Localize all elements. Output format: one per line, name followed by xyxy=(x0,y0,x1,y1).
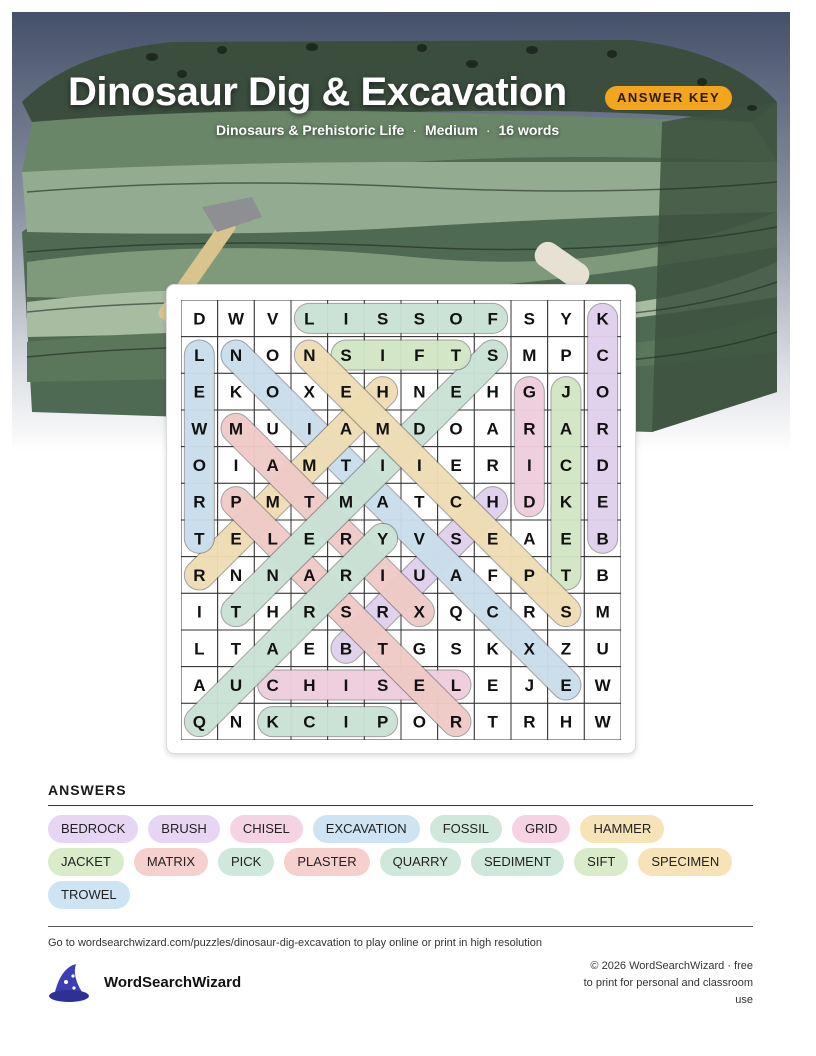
answer-chip-pick: PICK xyxy=(218,848,274,876)
grid-letter: U xyxy=(229,676,243,695)
grid-letter: I xyxy=(343,712,349,732)
grid-letter: L xyxy=(304,309,315,329)
grid-letter: G xyxy=(412,639,426,659)
grid-letter: F xyxy=(414,346,425,365)
grid-letter: S xyxy=(486,346,499,365)
grid-letter: M xyxy=(595,602,610,622)
grid-letter: W xyxy=(227,309,245,329)
answer-chip-matrix: MATRIX xyxy=(134,848,208,876)
answer-chip-fossil: FOSSIL xyxy=(430,815,502,843)
grid-letter: D xyxy=(596,456,609,475)
meta-separator: · xyxy=(485,122,491,138)
grid-letter: A xyxy=(559,419,573,439)
grid-letter: H xyxy=(486,492,499,512)
grid-letter: C xyxy=(596,346,609,365)
page-title: Dinosaur Dig & Excavation xyxy=(68,70,567,114)
grid-letter: S xyxy=(450,639,462,659)
grid-letter: V xyxy=(413,529,426,549)
grid-letter: R xyxy=(596,419,609,439)
grid-letter: M xyxy=(375,419,390,439)
grid-letter: U xyxy=(413,566,426,585)
grid-letter: V xyxy=(266,309,279,329)
answers-heading: ANSWERS xyxy=(48,782,127,798)
grid-letter: I xyxy=(343,309,349,329)
grid-letter: A xyxy=(339,419,353,439)
grid-letter: M xyxy=(265,492,280,512)
grid-letter: S xyxy=(376,676,389,695)
grid-letter: S xyxy=(340,602,352,622)
grid-letter: L xyxy=(267,529,278,549)
grid-letter: C xyxy=(449,492,463,512)
grid-letter: R xyxy=(303,602,316,622)
grid-letter: P xyxy=(230,492,242,512)
grid-letter: A xyxy=(266,456,279,475)
grid-letter: E xyxy=(340,382,352,402)
grid-letter: T xyxy=(450,346,462,365)
grid-letter: H xyxy=(376,382,389,402)
answer-key-badge: ANSWER KEY xyxy=(605,86,732,110)
grid-letter: P xyxy=(523,566,536,585)
grid-letter: E xyxy=(230,529,242,549)
answer-chip-sediment: SEDIMENT xyxy=(471,848,564,876)
grid-letter: U xyxy=(596,639,609,659)
answer-chip-plaster: PLASTER xyxy=(284,848,369,876)
grid-letter: P xyxy=(376,712,389,732)
grid-letter: X xyxy=(413,602,426,622)
grid-letter: K xyxy=(486,639,499,659)
grid-letter: T xyxy=(560,566,572,585)
grid-letter: T xyxy=(377,639,388,659)
grid-letter: Q xyxy=(449,602,463,622)
grid-letter: I xyxy=(380,346,386,365)
grid-letter: E xyxy=(193,382,206,402)
grid-letter: M xyxy=(522,346,537,365)
grid-letter: E xyxy=(413,676,426,695)
grid-letter: R xyxy=(193,566,206,585)
brand-name[interactable]: WordSearchWizard xyxy=(104,974,242,991)
grid-letter: C xyxy=(559,456,573,475)
grid-letter: K xyxy=(596,309,609,329)
grid-letter: E xyxy=(450,382,462,402)
grid-letter: I xyxy=(196,602,202,622)
grid-letter: S xyxy=(523,309,536,329)
grid-letter: O xyxy=(266,382,280,402)
grid-letter: T xyxy=(340,456,352,475)
grid-letter: R xyxy=(376,602,389,622)
divider xyxy=(48,926,753,927)
grid-letter: T xyxy=(230,639,242,659)
grid-letter: E xyxy=(303,639,316,659)
grid-letter: X xyxy=(303,382,316,402)
grid-letter: T xyxy=(414,492,425,512)
answer-chip-specimen: SPECIMEN xyxy=(638,848,732,876)
grid-letter: B xyxy=(339,639,353,659)
grid-letter: O xyxy=(596,382,610,402)
grid-letter: N xyxy=(229,346,243,365)
grid-letter: J xyxy=(561,382,571,402)
answer-chip-sift: SIFT xyxy=(574,848,628,876)
answer-chip-grid: GRID xyxy=(512,815,571,843)
grid-letter: C xyxy=(486,602,499,622)
grid-letter: E xyxy=(596,492,609,512)
grid-letter: E xyxy=(560,676,572,695)
grid-letter: L xyxy=(450,676,462,695)
grid-letter: F xyxy=(487,566,498,585)
grid-letter: K xyxy=(266,712,279,732)
grid-letter: I xyxy=(380,566,386,585)
grid-letter: X xyxy=(523,639,536,659)
grid-letter: A xyxy=(266,639,279,659)
grid-letter: T xyxy=(487,712,498,732)
grid-letter: W xyxy=(594,712,611,732)
word-search-grid[interactable] xyxy=(181,300,621,740)
grid-letter: I xyxy=(233,456,239,475)
grid-letter: W xyxy=(594,676,611,695)
grid-letter: R xyxy=(523,602,536,622)
answer-chip-excavation: EXCAVATION xyxy=(313,815,420,843)
grid-letter: A xyxy=(523,529,536,549)
grid-letter: R xyxy=(193,492,206,512)
grid-letter: S xyxy=(376,309,389,329)
grid-letter: S xyxy=(560,602,572,622)
grid-letter: I xyxy=(343,676,349,695)
grid-letter: O xyxy=(449,419,463,439)
answer-chip-chisel: CHISEL xyxy=(230,815,303,843)
grid-letter: I xyxy=(380,456,386,475)
grid-letter: C xyxy=(303,712,316,732)
answer-chip-hammer: HAMMER xyxy=(580,815,664,843)
grid-letter: R xyxy=(523,712,536,732)
grid-letter: H xyxy=(303,676,316,695)
grid-letter: A xyxy=(303,566,316,585)
answer-chip-bedrock: BEDROCK xyxy=(48,815,138,843)
grid-letter: R xyxy=(339,566,353,585)
grid-letter: M xyxy=(302,456,317,475)
grid-letter: T xyxy=(194,529,205,549)
grid-letter: C xyxy=(266,676,279,695)
grid-letter: S xyxy=(413,309,426,329)
grid-letter: K xyxy=(229,382,243,402)
grid-letter: S xyxy=(450,529,462,549)
grid-letter: D xyxy=(413,419,426,439)
answer-chip-trowel: TROWEL xyxy=(48,881,130,909)
grid-letter: Z xyxy=(560,639,572,659)
grid-letter: O xyxy=(449,309,463,329)
grid-letter: A xyxy=(449,566,463,585)
grid-letter: Y xyxy=(560,309,572,329)
grid-letter: N xyxy=(303,346,316,365)
grid-letter: E xyxy=(486,529,499,549)
grid-letter: N xyxy=(266,566,279,585)
answer-word-list xyxy=(48,815,758,914)
grid-letter: B xyxy=(596,566,609,585)
grid-letter: E xyxy=(486,676,499,695)
grid-letter: R xyxy=(486,456,499,475)
grid-letter: K xyxy=(559,492,573,512)
grid-letter: F xyxy=(487,309,498,329)
grid-letter: B xyxy=(596,529,609,549)
category-label: Dinosaurs & Prehistoric Life xyxy=(216,122,405,138)
grid-letter: A xyxy=(193,676,206,695)
grid-letter: L xyxy=(194,346,205,365)
grid-letter: S xyxy=(340,346,352,365)
grid-letter: O xyxy=(412,712,426,732)
grid-letter: E xyxy=(450,456,462,475)
answer-chip-jacket: JACKET xyxy=(48,848,124,876)
wizard-hat-icon xyxy=(46,962,92,1004)
answer-chip-quarry: QUARRY xyxy=(380,848,461,876)
grid-letter: E xyxy=(303,529,316,549)
grid-letter: T xyxy=(230,602,242,622)
grid-letter: T xyxy=(304,492,315,512)
grid-letter: O xyxy=(192,456,206,475)
grid-letter: J xyxy=(524,676,535,695)
grid-letter: D xyxy=(523,492,536,512)
grid-letter: I xyxy=(416,456,422,475)
grid-letter: L xyxy=(194,639,205,659)
grid-letter: R xyxy=(523,419,536,439)
grid-letter: Y xyxy=(376,529,389,549)
meta-separator: · xyxy=(412,122,417,138)
grid-letter: D xyxy=(193,309,206,329)
grid-letter: I xyxy=(306,419,312,439)
puzzle-meta xyxy=(216,122,559,138)
grid-letter: M xyxy=(228,419,244,439)
grid-letter: N xyxy=(229,712,243,732)
grid-letter: M xyxy=(338,492,354,512)
grid-letter: H xyxy=(266,602,279,622)
grid-letter: Q xyxy=(192,712,206,732)
copyright-text: © 2026 WordSearchWizard · free to print for personal and classroom use xyxy=(583,960,753,1006)
grid-letter: A xyxy=(486,419,499,439)
grid-letter: G xyxy=(522,382,536,402)
grid-letter: R xyxy=(339,529,353,549)
divider xyxy=(48,805,753,806)
grid-letter: I xyxy=(526,456,532,475)
grid-letter: H xyxy=(486,382,499,402)
footer-link-text[interactable]: Go to wordsearchwizard.com/puzzles/dinosaur-dig-excavation to play online or print in high resolution xyxy=(48,937,543,949)
grid-letter: R xyxy=(449,712,463,732)
grid-letter: U xyxy=(266,419,279,439)
answer-chip-brush: BRUSH xyxy=(148,815,220,843)
difficulty-label: Medium xyxy=(424,122,478,138)
grid-letter: W xyxy=(191,419,208,439)
grid-letter: E xyxy=(560,529,572,549)
grid-letter: N xyxy=(413,382,426,402)
grid-letter: H xyxy=(559,712,573,732)
word-count-label: 16 words xyxy=(498,122,560,138)
grid-letter: O xyxy=(266,346,280,365)
grid-letter: A xyxy=(376,492,389,512)
grid-letter: P xyxy=(560,346,572,365)
grid-letter: N xyxy=(229,566,243,585)
